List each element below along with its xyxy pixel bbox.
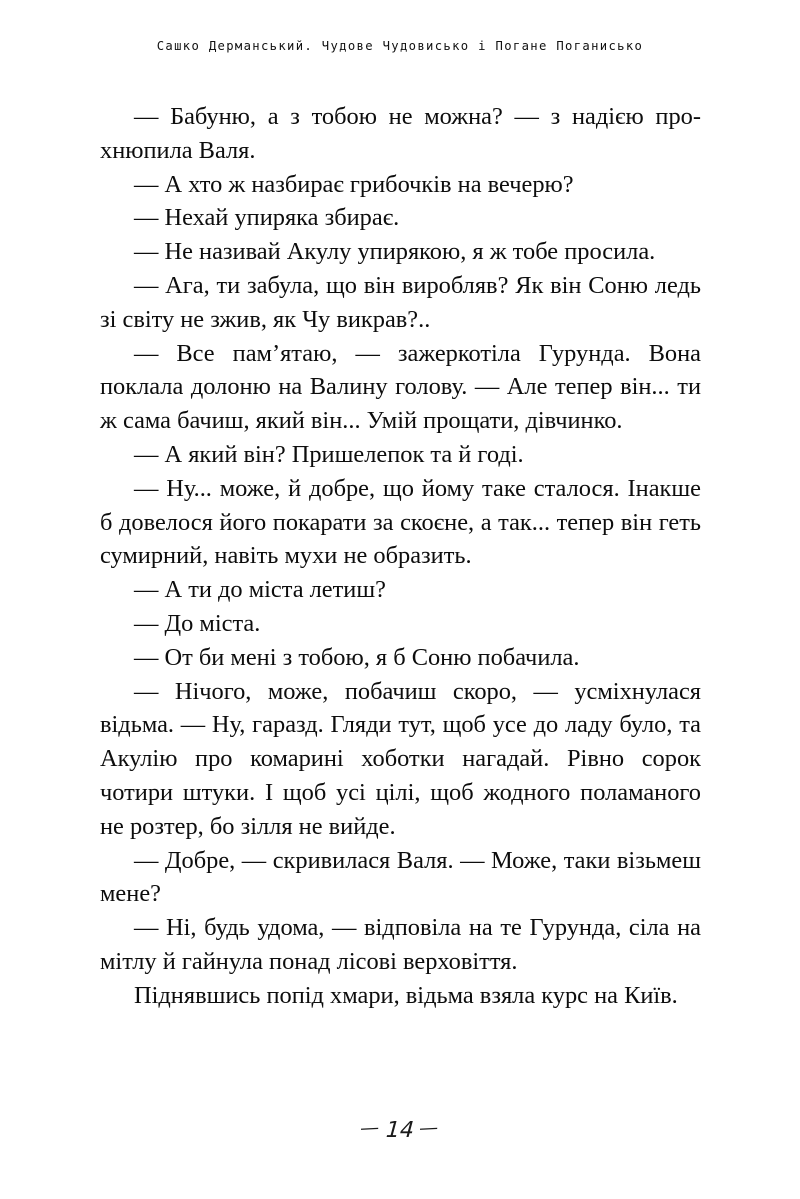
paragraph: — От би мені з тобою, я б Соню побачила. <box>134 643 580 671</box>
paragraph: — Ні, будь удома, — відповіла на те Гурунда, сіла на мітлу й гайнула понад лісові верховіття. <box>100 914 701 975</box>
paragraph: — Все пам’ятаю, — зажеркотіла Гурунда. Вона поклала долоню на Валину голову. — Але тепер він... ти ж сама бачиш, який він... Умій прощати, дівчинко. <box>100 339 701 435</box>
page-number-folio <box>0 1117 800 1144</box>
paragraph: — Ага, ти забула, що він виробляв? Як він Соню ледь зі світу не зжив, як Чу викрав?.. <box>100 271 701 333</box>
paragraph: — Ну... може, й добре, що йому таке сталося. Інакше б довелося його покарати за скоєне, а так... тепер він геть сумирний, навіть мухи не образить. <box>100 474 701 570</box>
running-head: Сашко Дерманський. Чудове Чудовисько і Погане Поганисько <box>156 39 644 53</box>
paragraph: — А хто ж назбирає грибочків на вечерю? <box>134 170 574 198</box>
paragraph: — Добре, — скривилася Валя. — Може, таки візьмеш мене? <box>100 846 701 908</box>
paragraph: — Бабуню, а з тобою не можна? — з надією прохнюпила Валя. <box>100 103 701 164</box>
paragraph: — Нехай упиряка збирає. <box>134 204 400 232</box>
paragraph: — Нічого, може, побачиш скоро, — усміхнулася відьма. — Ну, гаразд. Гляди тут, щоб усе до ладу було, та Акулію про комарині хоботки нагадай. Рівно сорок чотири штуки. І щоб усі цілі, щоб жодного поламаного не розтер, бо зілля не вийде. <box>100 677 701 840</box>
paragraph: — До міста. <box>134 609 261 637</box>
body-text-column <box>100 100 701 1013</box>
paragraph: — А ти до міста летиш? <box>134 576 386 604</box>
folio-left-dash: — <box>359 1116 382 1140</box>
paragraph: Піднявшись попід хмари, відьма взяла курс на Київ. <box>134 981 678 1009</box>
paragraph: — А який він? Пришелепок та й годі. <box>134 440 524 468</box>
folio-right-dash: — <box>418 1116 441 1140</box>
paragraph: — Не називай Акулу упирякою, я ж тобе просила. <box>134 238 656 266</box>
folio-number: 14 <box>385 1118 415 1143</box>
